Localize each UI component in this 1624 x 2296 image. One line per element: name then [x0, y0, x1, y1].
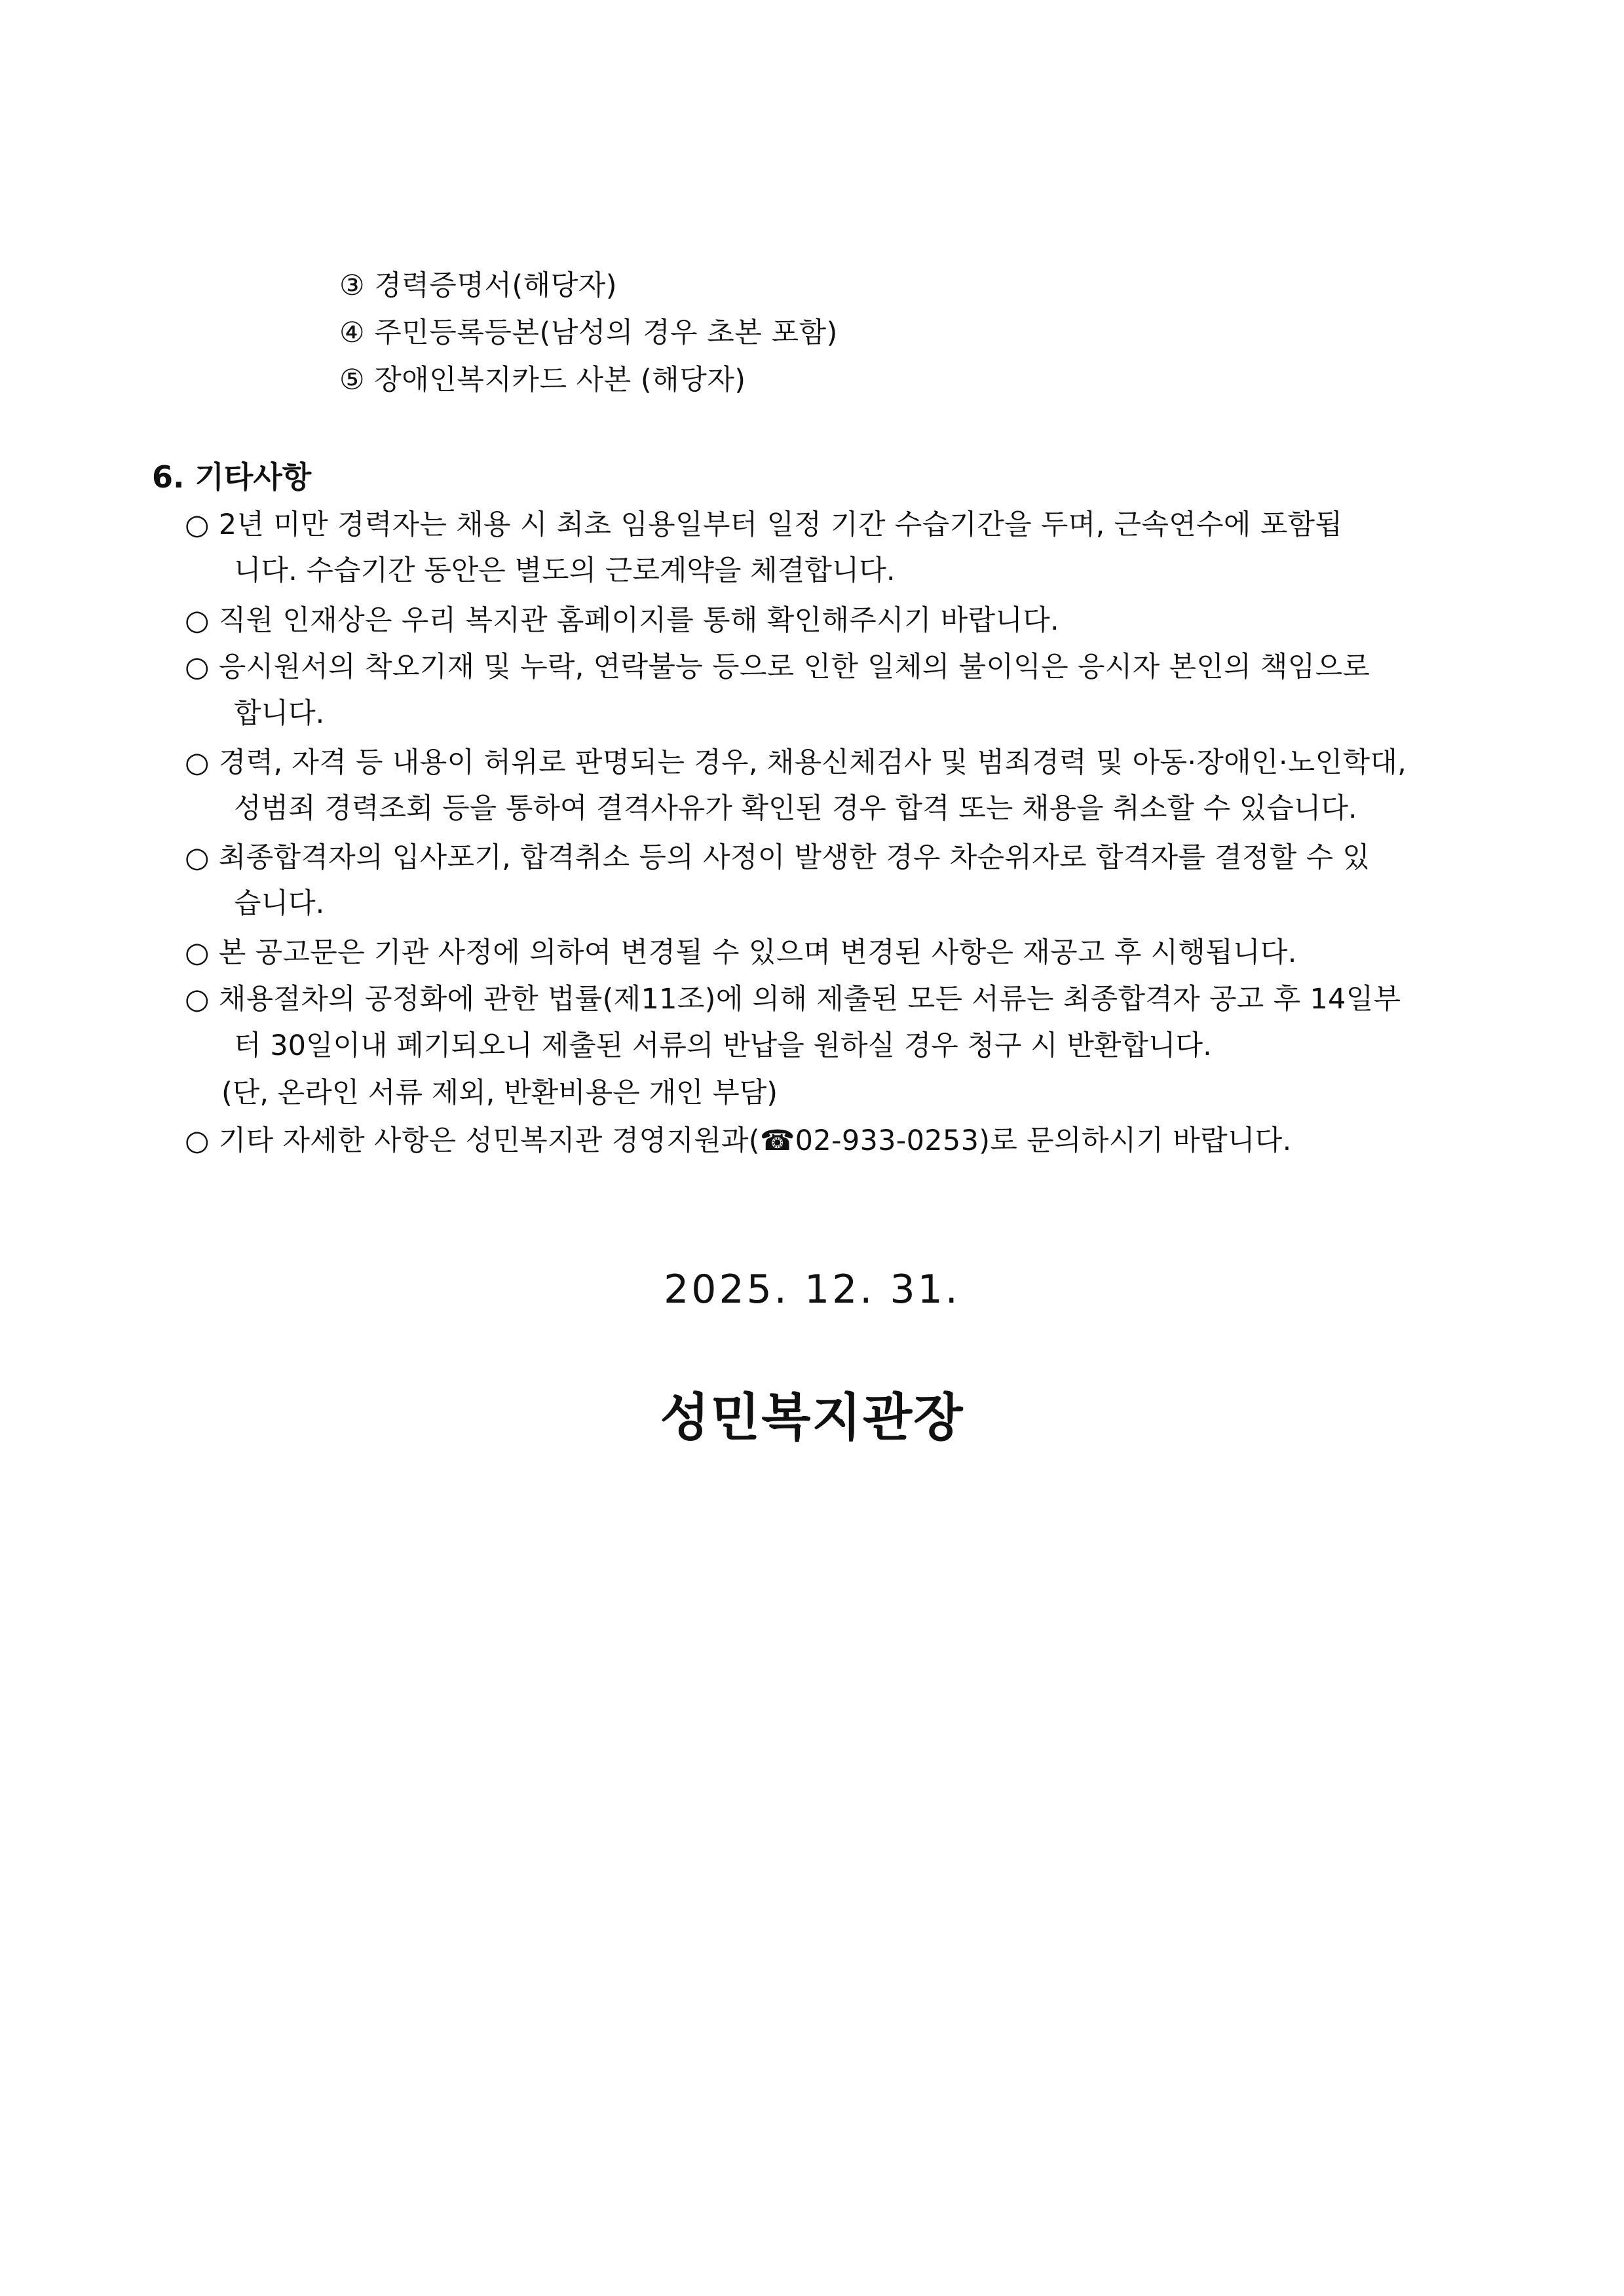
bullet-alternate-candidate-line-1: ○ 최종합격자의 입사포기, 합격취소 등의 사정이 발생한 경우 차순위자로 합격자를 결정할 수 있	[185, 841, 1370, 874]
bullet-document-return-line-2: 터 30일이내 폐기되오니 제출된 서류의 반납을 원하실 경우 청구 시 반환합니다.	[234, 1029, 1212, 1062]
bullet-notice-changes: ○ 본 공고문은 기관 사정에 의하여 변경될 수 있으며 변경된 사항은 재공고 후 시행됩니다.	[185, 936, 1297, 969]
bullet-document-return-note: (단, 온라인 서류 제외, 반환비용은 개인 부담)	[221, 1077, 778, 1109]
bullet-application-errors-line-1: ○ 응시원서의 착오기재 및 누락, 연락불능 등으로 인한 일체의 불이익은 응시자 본인의 책임으로	[185, 651, 1370, 683]
bullet-application-errors-line-2: 합니다.	[234, 697, 325, 730]
bullet-probation-line-2: 니다. 수습기간 동안은 별도의 근로계약을 체결합니다.	[234, 554, 896, 587]
bullet-alternate-candidate-line-2: 습니다.	[234, 887, 325, 920]
bullet-probation-line-1	[185, 507, 1479, 543]
document-item-disability-card: ⑤ 장애인복지카드 사본 (해당자)	[339, 364, 746, 396]
bullet-false-information-line-1: ○ 경력, 자격 등 내용이 허위로 판명되는 경우, 채용신체검사 및 범죄경력 및 아동·장애인·노인학대,	[185, 746, 1407, 779]
announcement-date: 2025. 12. 31.	[664, 1267, 960, 1312]
bullet-false-information-line-2: 성범죄 경력조회 등을 통하여 결격사유가 확인된 경우 합격 또는 채용을 취소할 수 있습니다.	[234, 792, 1357, 825]
bullet-talent-profile: ○ 직원 인재상은 우리 복지관 홈페이지를 통해 확인해주시기 바랍니다.	[185, 604, 1059, 637]
document-item-resident-registration: ④ 주민등록등본(남성의 경우 초본 포함)	[339, 316, 838, 349]
document-item-career-certificate: ③ 경력증명서(해당자)	[339, 269, 618, 302]
bullet-contact-info: ○ 기타 자세한 사항은 성민복지관 경영지원과(☎02-933-0253)로 문의하시기 바랍니다.	[185, 1124, 1292, 1157]
bullet-probation-text: ○ 2년 미만 경력자는 채용 시 최초 임용일부터 일정 기간 수습기간을 두며, 근속연수에 포함됩	[185, 508, 1343, 541]
bullet-document-return-line-1: ○ 채용절차의 공정화에 관한 법률(제11조)에 의해 제출된 모든 서류는 최종합격자 공고 후 14일부	[185, 983, 1401, 1016]
section-heading: 6. 기타사항	[152, 459, 312, 495]
signer-title: 성민복지관장	[660, 1388, 964, 1447]
